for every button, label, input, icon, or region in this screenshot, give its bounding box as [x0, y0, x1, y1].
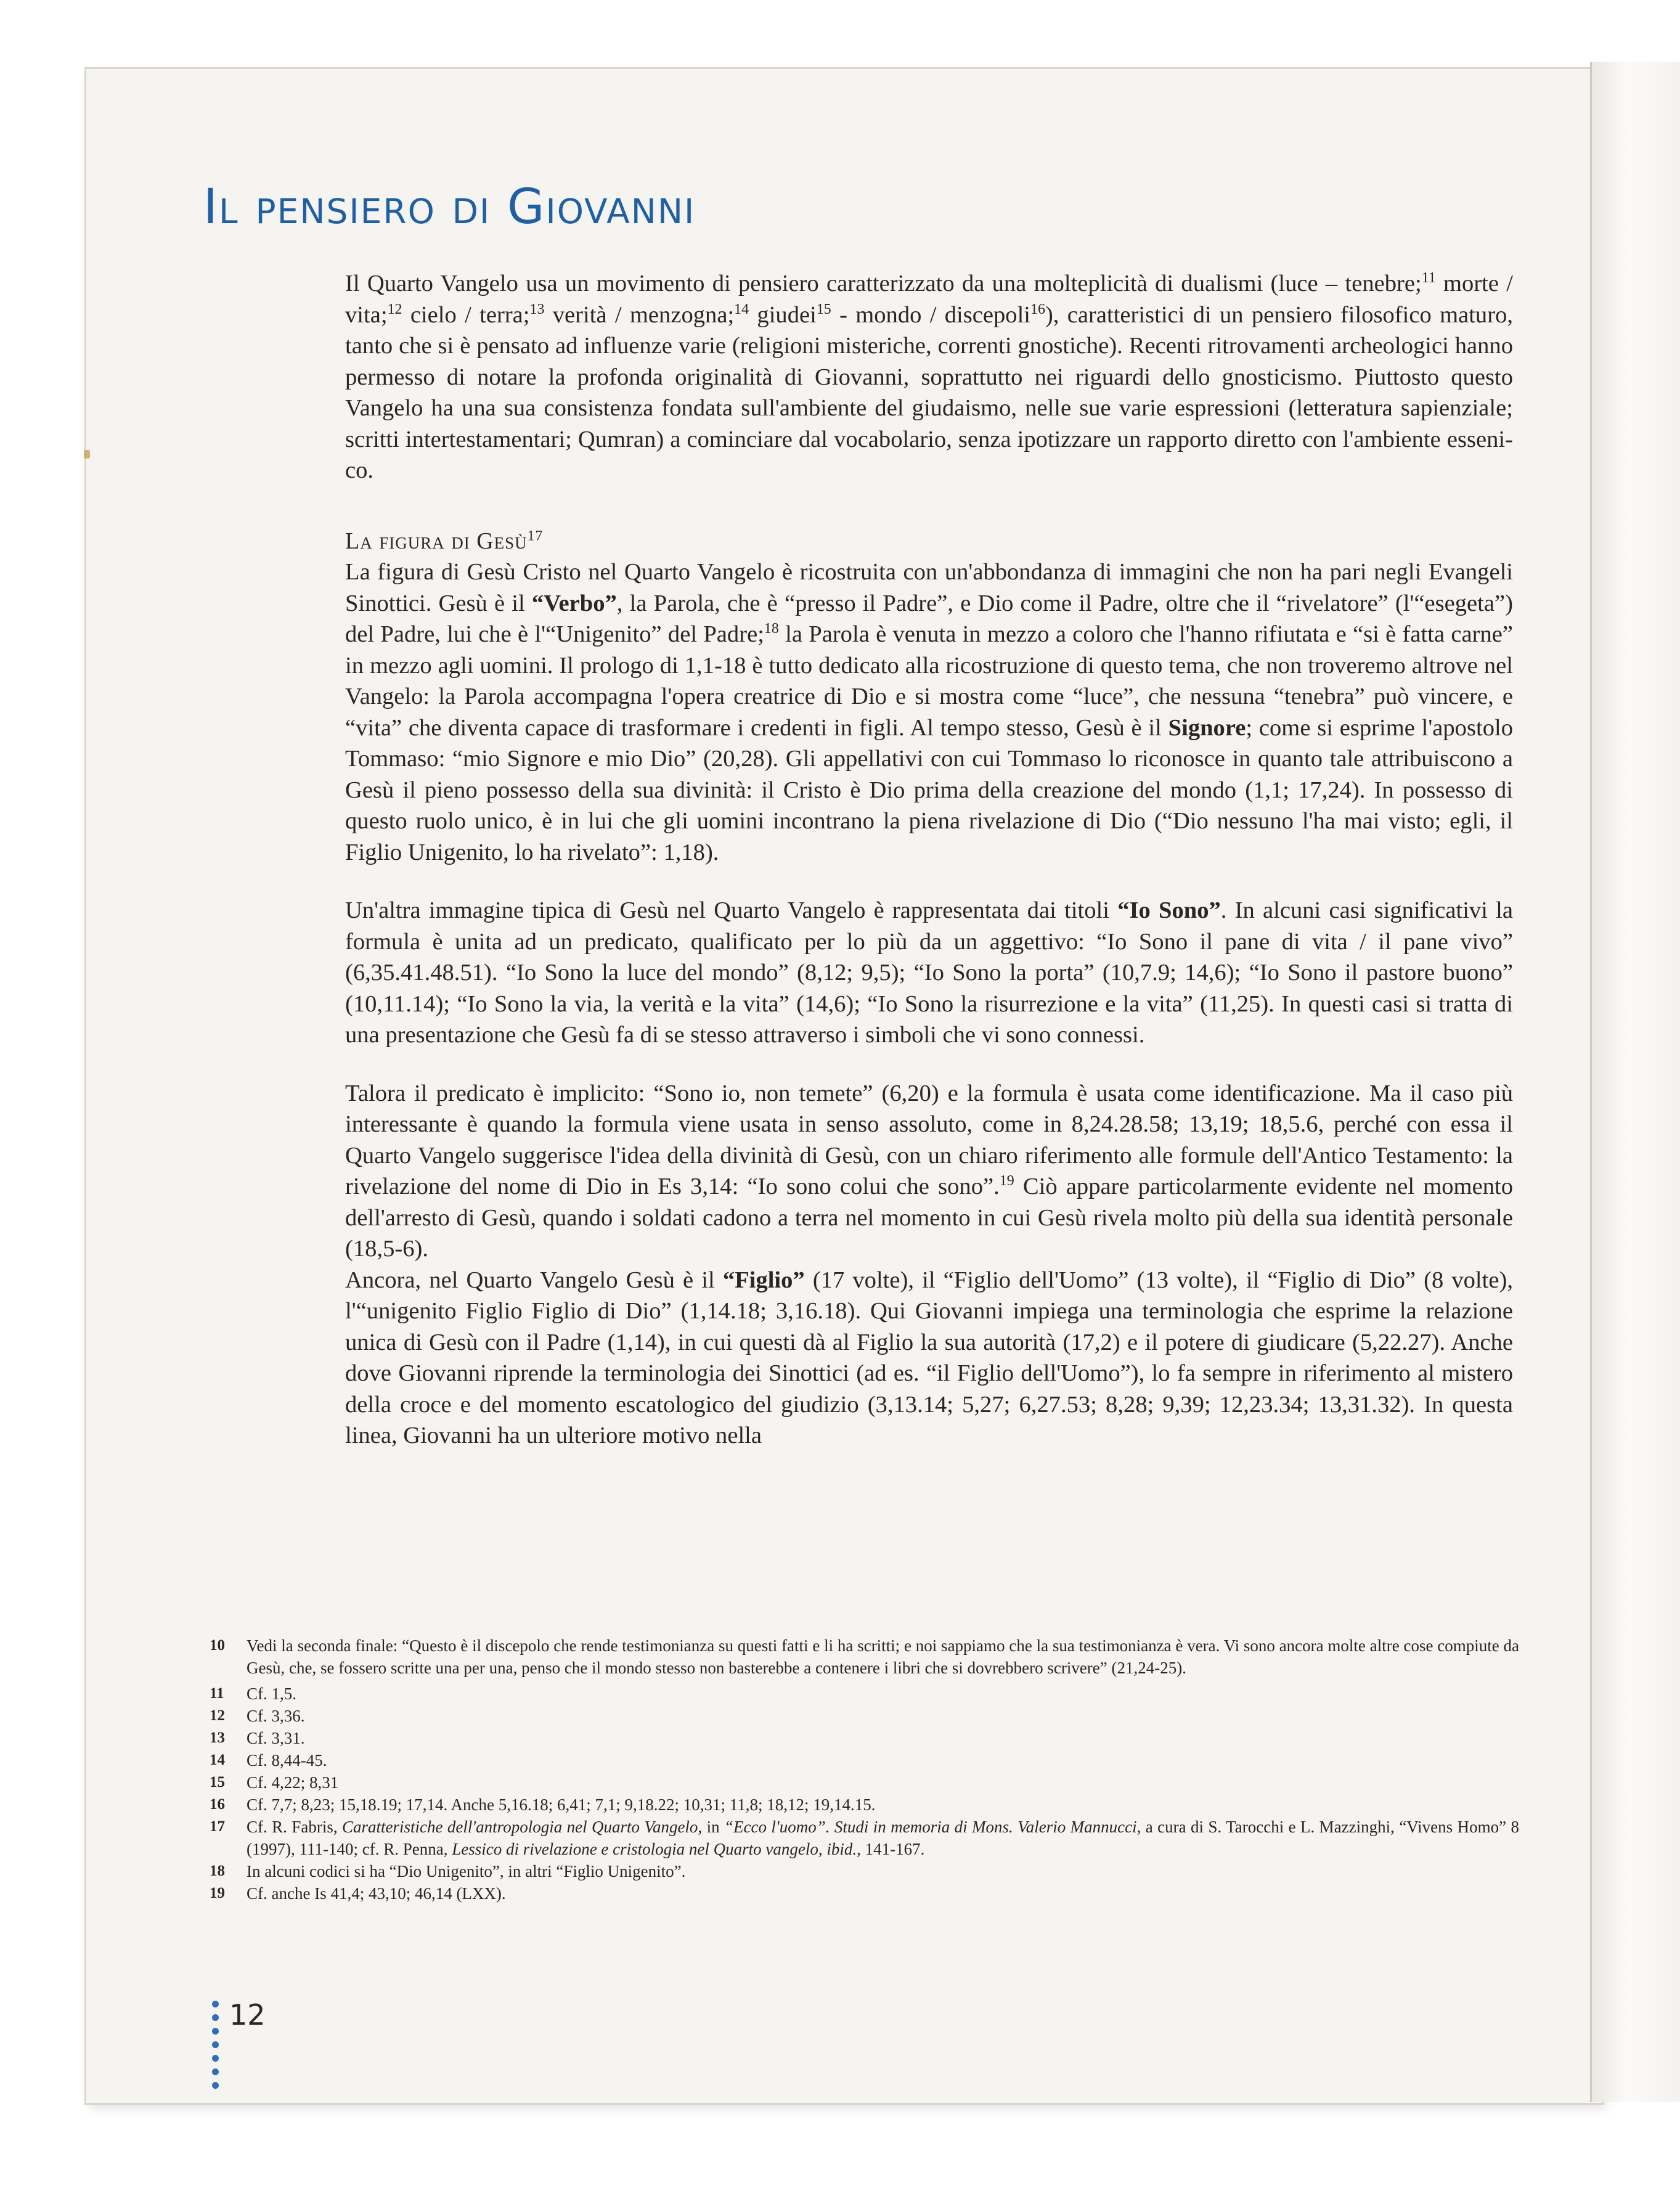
footnote-ref[interactable]: 14 — [734, 301, 749, 317]
footnote-item: 17 Cf. R. Fabris, Caratteristiche dell'antropologia nel Quarto Vangelo, in “Ecco l'uomo”. Studi in memoria di Mons. Valerio Mannucci, a cura di S. Tarocchi e L. Mazzinghi, “Vivens Homo” 8 (1997), 111-140; cf. R. Penna, Lessico di rivelazione e cristologia nel Quarto vangelo, ibid., 141-167. — [210, 1818, 1519, 1858]
term-io-sono: “Io Sono” — [1117, 897, 1221, 923]
footnote-ref[interactable]: 16 — [1030, 301, 1045, 317]
paragraph-figlio: Ancora, nel Quarto Vangelo Gesù è il “Figlio” (17 volte), il “Figlio dell'Uomo” (13 volte), il “Figlio di Dio” (8 volte), l'“unigenito Figlio Figlio di Dio” (1,14.18; 3,16.18). Qui Giovanni impiega una terminologia che esprime la relazione unica di Gesù con il Padre (1,14), in cui questi dà al Figlio la sua autorità (17,2) e il potere di giudicare (5,22.27). Anche dove Giovanni riprende la terminologia dei Sinottici (ad es. “il Figlio dell'Uomo”), lo fa sempre in riferimento al mistero della croce e del momento escatologico del giudizio (3,13.14; 5,27; 6,27.53; 8,28; 9,39; 12,23.34; 13,31.32). In questa linea, Giovanni ha un ulteriore motivo nella — [345, 1267, 1513, 1448]
section-heading: La figura di Gesù$^{17}$ — [345, 527, 544, 554]
paragraph-io-sono: Un'altra immagine tipica di Gesù nel Quarto Vangelo è rappresentata dai titoli “Io Sono”. In alcuni casi significativi la formula è unita ad un predicato, qualificato per lo più da un aggettivo: “Io Sono il pane di vita / il pane vivo” (6,35.41.48.51). “Io Sono la luce del mondo” (8,12; 9,5); “Io Sono la porta” (10,7.9; 14,6); “Io Sono il pastore buono” (10,11.14); “Io Sono la via, la verità e la vita” (14,6); “Io Sono la risurrezione e la vita” (11,25). In questi casi si tratta di una presentazione che Gesù fa di se stesso attraverso i simboli che vi sono connessi. — [345, 897, 1513, 1048]
page-dots-decoration — [212, 2001, 219, 2096]
term-figlio: “Figlio” — [722, 1267, 805, 1293]
footnote-item: 11 Cf. 1,5. — [210, 1684, 296, 1703]
term-verbo: “Verbo” — [531, 590, 617, 616]
footnote-item: 14 Cf. 8,44-45. — [210, 1751, 327, 1770]
footnote-ref[interactable]: 15 — [816, 301, 831, 317]
main-text — [345, 268, 1513, 1452]
footnote-item: 18 In alcuni codici si ha “Dio Unigenito”, in altri “Figlio Unigenito”. — [210, 1862, 686, 1880]
footnote-item: 10 Vedi la seconda finale: “Questo è il discepolo che rende testimonianza su questi fatti e li ha scritti; e noi sappiamo che la sua testimonianza è vera. Vi sono ancora molte altre cose compiute da Gesù, che, se fossero scritte una per una, penso che il mondo stesso non basterebbe a contenere i libri che si dovrebbero scrivere” (21,24-25). — [210, 1636, 1519, 1677]
footnote-item: 13 Cf. 3,31. — [210, 1729, 305, 1747]
footnotes — [210, 1635, 1519, 1905]
footnote-ref[interactable]: 17 — [527, 527, 544, 544]
paragraph-figura: La figura di Gesù Cristo nel Quarto Vangelo è ricostruita con un'abbondanza di immagini che non ha pari negli Evangeli Sinottici. Gesù è il “Verbo”, la Parola, che è “presso il Padre”, e Dio come il Padre, oltre che il “rivelatore” (l'“esegeta”) del Padre, lui che è l'“Unigenito” del Padre;$^{18}$ la Parola è venuta in mezzo a coloro che l'hanno rifiutata e “si è fatta carne” in mezzo agli uomini. Il prologo di 1,1-18 è tutto dedicato alla ricostruzione di questo tema, che non troveremo altrove nel Vangelo: la Parola accompagna l'opera creatrice di Dio e si mostra come “luce”, che nessuna “tenebra” può vincere, e “vita” che diventa capace di trasformare i credenti in figli. Al tempo stesso, Gesù è il Signore; come si esprime l'apostolo Tommaso: “mio Signore e mio Dio” (20,28). Gli appellativi con cui Tommaso lo riconosce in quanto tale attribuiscono a Gesù il pieno possesso della sua divinità: il Cristo è Dio prima della creazione del mondo (1,1; 17,24). In possesso di questo ruolo unico, è in lui che gli uomini incontrano la piena rivelazione di Dio (“Dio nessuno l'ha mai visto; egli, il Figlio Unigenito, lo ha rivelato”: 1,18). — [345, 559, 1514, 865]
scan-mark — [84, 450, 90, 459]
next-page-edge — [1590, 62, 1680, 2102]
footnote-ref[interactable]: 12 — [387, 301, 402, 317]
footnote-item: 12 Cf. 3,36. — [210, 1707, 305, 1725]
footnote-item: 19 Cf. anche Is 41,4; 43,10; 46,14 (LXX). — [210, 1884, 506, 1903]
footnote-item: 15 Cf. 4,22; 8,31 — [210, 1773, 339, 1792]
footnote-ref[interactable]: 13 — [529, 301, 545, 317]
footnote-ref[interactable]: 18 — [764, 621, 779, 637]
term-signore: Signore — [1168, 714, 1246, 741]
footnote-item: 16 Cf. 7,7; 8,23; 15,18.19; 17,14. Anche 5,16.18; 6,41; 7,1; 9,18.22; 10,31; 11,8; 18,12; 19,14.15. — [210, 1795, 876, 1814]
page-title: Il pensiero di Giovanni — [203, 179, 696, 235]
paragraph-predicato: Talora il predicato è implicito: “Sono io, non temete” (6,20) e la formula è usata come identificazione. Ma il caso più interessante è quando la formula viene usata in senso assoluto, come in 8,24.28.58; 13,19; 18,5.6, perché con essa il Quarto Vangelo suggerisce l'idea della divinità di Gesù, con un chiaro riferimento alle formule dell'Antico Testamento: la rivelazione del nome di Dio in Es 3,14: “Io sono colui che sono”.$^{19}$ Ciò appare particolarmente evidente nel momento dell'arresto di Gesù, quando i soldati cadono a terra nel momento in cui Gesù rivela molto più della sua identità personale (18,5-6). — [345, 1080, 1513, 1262]
paragraph-dualismi: Il Quarto Vangelo usa un movimento di pensiero caratterizzato da una molteplicità di dualismi (luce – tenebre;$^{11}$ morte / vita;$^{12}$ cielo / terra;$^{13}$ verità / menzogna;$^{14}$ giudei$^{15}$ - mondo / discepoli$^{16}$), caratteristici di un pensiero filosofico maturo, tanto che si è pensato ad influenze varie (religioni misteriche, correnti gnostiche). Recenti ritrovamenti archeologici hanno permesso di notare la profonda originalità di Giovanni, soprattutto nei riguardi dello gnosticismo. Piuttosto questo Vangelo ha una sua consistenza fondata sull'ambiente del giudaismo, nelle sue varie espressioni (letteratura sapienziale; scritti intertestamentari; Qumran) a cominciare dal vocabolario, senza ipotizzare un rapporto diretto con l'ambiente esseni-co. — [345, 270, 1514, 483]
page-number: 12 — [229, 1998, 266, 2031]
footnote-ref[interactable]: 19 — [999, 1173, 1014, 1190]
footnote-ref[interactable]: 11 — [1421, 270, 1436, 287]
